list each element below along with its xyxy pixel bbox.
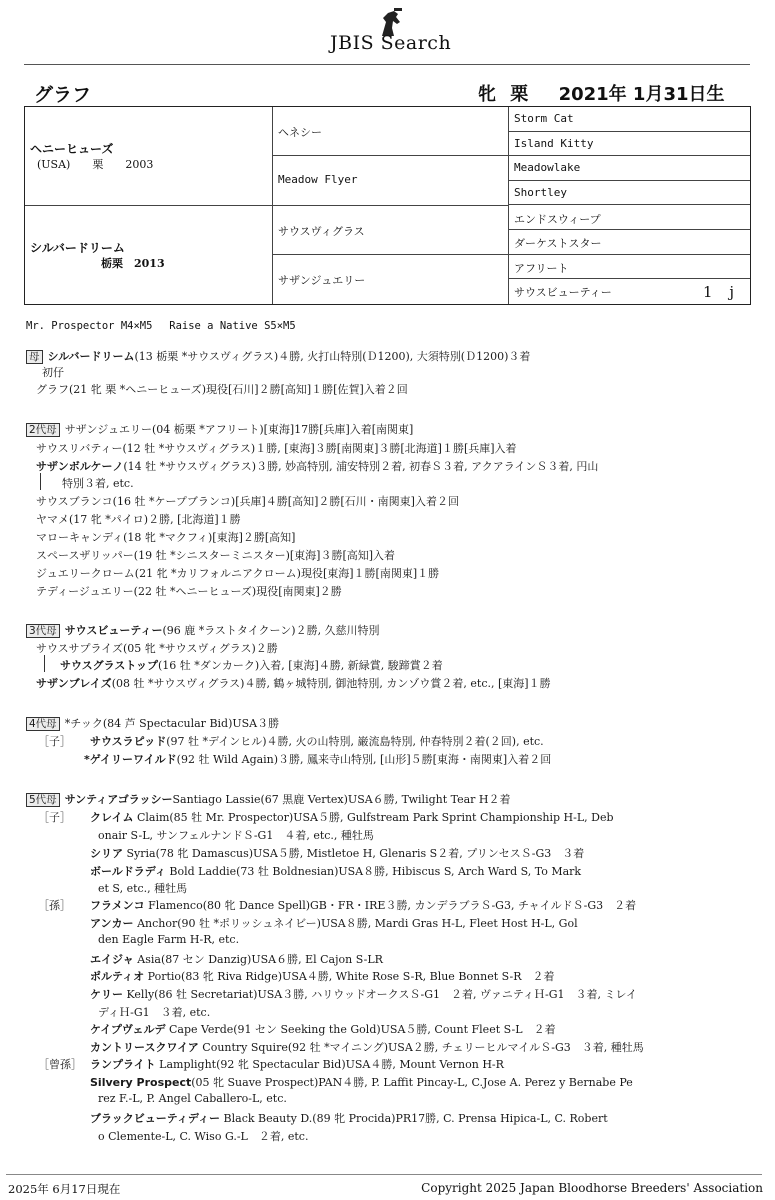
list-item [90,1056,504,1072]
list-item [90,1074,633,1090]
g4-c2-name[interactable]: *ゲイリーワイルド [84,753,177,766]
list-item: マローキャンディ(18 牝 *マクフィ)[東海]２勝[高知] [36,531,296,544]
footer-rule [6,1174,762,1175]
row-rest: (05 牝 Suave Prospect)PAN４勝, P. Laffit Pincay-L, C.Jose A. Perez y Bernabe Pe [191,1076,633,1089]
dam-heading [26,348,530,364]
row-name[interactable]: ボールドラディ [90,865,166,878]
sire-detail: (USA) 栗 2003 [37,158,154,171]
row-name[interactable]: ケリー [90,988,123,1001]
list-item [90,897,636,913]
list-item [90,968,555,984]
g5-head-rest: Santiago Lassie(67 黒鹿 Vertex)USA６勝, Twilight Tear H２着 [172,793,511,806]
g4-c1-name[interactable]: サウスラピッド [90,735,167,748]
header-rule [24,64,750,65]
row-name[interactable]: カントリースクワイア [90,1041,199,1054]
list-item: rez F.-L, P. Angel Caballero-L, etc. [98,1092,287,1105]
list-item: ヤマメ(17 牝 *パイロ)２勝, [北海道]１勝 [36,513,241,526]
g3-l2-name[interactable]: サウスグラストップ [60,659,159,672]
dam-name[interactable]: シルバードリーム [30,240,125,255]
list-item: サウスリバティー(12 牡 *サウスヴィグラス)１勝, [東海]３勝[南関東]３勝[北海道]１勝[兵庫]入着 [36,442,517,455]
sds-name[interactable]: Meadowlake [514,161,581,175]
list-item [36,675,551,691]
g5-head-name[interactable]: サンティアゴラッシー [64,793,173,806]
g4-heading [26,715,279,731]
g2-tag: 2代母 [26,423,60,437]
dam-line-rest: (13 栃栗 *サウスヴィグラス)４勝, 火打山特別(Ｄ1200), 大須特別(Ｄ1200)３着 [134,350,531,363]
sdd-name[interactable]: Shortley [514,185,567,199]
great-grandchild-label: ［曾孫］ [38,1058,82,1071]
g5-tag: 5代母 [26,793,60,807]
g3-l3-name[interactable]: サザンブレイズ [36,677,112,690]
row-name[interactable]: Silvery Prospect [90,1076,192,1089]
pedigree-sdd [509,181,750,206]
row-rest: Kelly(86 牡 Secretariat)USA３勝, ハリウッドオークスＳ-G1 ２着, ヴァニティＨ-G1 ３着, ミレイ [126,988,637,1001]
pedigree-sire [25,107,273,206]
pedigree-sss [509,107,750,132]
row-rest: Asia(87 セン Danzig)USA６勝, El Cajon S-LR [137,953,383,966]
row-rest: Bold Laddie(73 牡 Boldnesian)USA８勝, Hibiscus S, Arch Ward S, To Mark [169,865,582,878]
list-item [90,915,578,931]
row-rest: Anchor(90 牡 *ポリッシュネイビー)USA８勝, Mardi Gras H-L, Fleet Host H-L, Gol [137,917,578,930]
horse-birth: 2021年 1月31日生 [558,84,725,105]
dsd-name[interactable]: ダーケストスター [514,237,602,251]
dam-detail: 栃栗 2013 [101,256,165,270]
list-item [90,1039,644,1055]
row-rest: Country Squire(92 牡 *マイニング)USA２勝, チェリーヒルマイルＳ-G3 ３着, 種牡馬 [202,1041,644,1054]
family-number: 1 j [703,283,740,301]
g3-heading [26,622,380,638]
list-item: 特別３着, etc. [62,477,134,490]
sss-name[interactable]: Storm Cat [514,112,574,125]
logo-text: JBIS Search [330,32,452,54]
list-item [90,845,584,861]
child-label: ［子］ [38,811,71,824]
child-label: ［子］ [38,735,71,748]
pedigree-ss [273,107,509,156]
pedigree-sds [509,156,750,181]
g4-c1-rest: (97 牡 *デインヒル)４勝, 火の山特別, 巌流島特別, 仲春特別２着(２回), etc. [166,735,544,748]
row-rest: Cape Verde(91 セン Seeking the Gold)USA５勝, Count Fleet S-L ２着 [168,1023,556,1036]
pedigree-table [24,106,751,305]
dam-tag: 母 [26,350,43,364]
row-name[interactable]: ポルティオ [90,970,145,983]
list-item [90,986,637,1002]
row-rest: Black Beauty D.(89 牝 Procida)PR17勝, C. Prensa Hipica-L, C. Robert [223,1112,608,1125]
as-of-date: 2025年 6月17日現在 [8,1182,121,1196]
g3-head-name[interactable]: サウスビューティー [64,624,163,637]
row-name[interactable]: フラメンコ [90,899,145,912]
g2-heading [26,421,413,437]
list-item [36,458,598,474]
pedigree-ds [273,206,509,255]
dam-line-name[interactable]: シルバードリーム [47,350,135,363]
dss-name[interactable]: エンドスウィープ [514,212,601,226]
pedigree-dsd [509,230,750,255]
row-rest: Lamplight(92 牝 Spectacular Bid)USA４勝, Mount Vernon H-R [159,1058,504,1071]
horse-sex: 牝 [478,84,496,105]
list-item [60,657,443,673]
g2-bold-name[interactable]: サザンボルケーノ [36,460,124,473]
indent-bar [40,473,41,490]
grandchild-label: ［孫］ [38,899,71,912]
horse-name: グラフ [34,84,92,106]
row-rest: Flamenco(80 牝 Dance Spell)GB・FR・IRE３勝, カンデラブラＳ-G3, チャイルドＳ-G3 ２着 [148,899,637,912]
pedigree-sd [273,156,509,205]
ddd-name[interactable]: サウスビューティー [514,286,612,300]
inbreeding-line: Mr. Prospector M4×M5 Raise a Native S5×M5 [26,320,296,332]
ds-name[interactable]: サウスヴィグラス [278,224,365,238]
list-item [90,1110,608,1126]
list-item: ディＨ-G1 ３着, etc. [98,1006,211,1019]
horse-color: 栗 [510,84,529,105]
horse-info [478,80,733,106]
row-name[interactable]: アンカー [90,917,134,930]
row-rest: Portio(83 牝 Riva Ridge)USA４勝, White Rose S-R, Blue Bonnet S-R ２着 [147,970,555,983]
list-item: テディージュエリー(22 牡 *ヘニーヒューズ)現役[南関東]２勝 [36,585,342,598]
list-item: et S, etc., 種牡馬 [98,882,188,895]
row-name[interactable]: クレイム [90,811,134,824]
list-item: サウスブランコ(16 牡 *ケープブランコ)[兵庫]４勝[高知]２勝[石川・南関東]入着２回 [36,495,459,508]
g5-heading [26,791,511,807]
dam-first-foal: 初仔 [42,366,64,379]
pedigree-dd [273,255,509,304]
g3-l3-rest: (08 牡 *サウスヴィグラス)４勝, 鶴ヶ城特別, 御池特別, カンゾウ賞２着, etc., [東海]１勝 [111,677,551,690]
dam-offspring: グラフ(21 牝 栗 *ヘニーヒューズ)現役[石川]２勝[高知]１勝[佐賀]入着２回 [36,383,408,396]
g4-head[interactable]: *チック(84 芦 Spectacular Bid)USA３勝 [64,717,280,730]
dds-name[interactable]: アフリート [514,261,569,275]
list-item: o Clemente-L, C. Wiso G.-L ２着, etc. [98,1130,309,1143]
sd-name[interactable]: Meadow Flyer [278,173,358,187]
list-item [90,951,383,967]
g2-head[interactable]: サザンジュエリー(04 栃栗 *アフリート)[東海]17勝[兵庫]入着[南関東] [64,423,414,436]
list-item [84,751,551,767]
g3-l2-rest: (16 牡 *ダンカーク)入着, [東海]４勝, 新緑賞, 駿蹄賞２着 [158,659,443,672]
pedigree-dam [25,206,273,305]
sire-name[interactable]: ヘニーヒューズ [30,142,114,156]
g2-bold-rest: (14 牡 *サウスヴィグラス)３勝, 妙高特別, 浦安特別２着, 初春Ｓ３着, アクアラインＳ３着, 円山 [123,460,599,473]
g3-tag: 3代母 [26,624,60,638]
g3-head-rest: (96 鹿 *ラストタイクーン)２勝, 久慈川特別 [162,624,380,637]
list-item [90,809,614,825]
ssd-name[interactable]: Island Kitty [514,136,594,150]
dd-name[interactable]: サザンジュエリー [278,273,366,287]
g4-c2-rest: (92 牡 Wild Again)３勝, 鳳来寺山特別, [山形]５勝[東海・南関東]入着２回 [176,753,552,766]
row-name[interactable]: ランプライト [90,1058,156,1071]
row-name[interactable]: ケイプヴェルデ [90,1023,166,1036]
pedigree-dss [509,206,750,231]
list-item [90,863,581,879]
list-item [90,733,544,749]
list-item: ジュエリークローム(21 牝 *カリフォルニアクローム)現役[東海]１勝[南関東]１勝 [36,567,440,580]
pedigree-dds [509,255,750,280]
g4-tag: 4代母 [26,717,60,731]
row-rest: Claim(85 牡 Mr. Prospector)USA５勝, Gulfstream Park Sprint Championship H-L, Deb [136,811,614,824]
pedigree-ssd [509,132,750,157]
copyright: Copyright 2025 Japan Bloodhorse Breeders' Association [421,1181,763,1195]
list-item: スペースザリッパー(19 牡 *シニスターミニスター)[東海]３勝[高知]入着 [36,549,396,562]
list-item: onair S-L, サンフェルナンドＳ-G1 ４着, etc., 種牡馬 [98,829,374,842]
row-name[interactable]: ブラックビューティディー [90,1112,221,1125]
row-name[interactable]: シリア [90,847,123,860]
row-rest: Syria(78 牝 Damascus)USA５勝, Mistletoe H, Glenaris S２着, プリンセスＳ-G3 ３着 [126,847,585,860]
list-item: サウスサプライズ(05 牝 *サウスヴィグラス)２勝 [36,642,278,655]
row-name[interactable]: エイジャ [90,953,134,966]
ss-name[interactable]: ヘネシー [278,126,322,139]
jbis-logo[interactable] [326,6,466,54]
list-item: den Eagle Farm H-R, etc. [98,933,240,946]
list-item [90,1021,556,1037]
indent-bar [44,655,45,672]
